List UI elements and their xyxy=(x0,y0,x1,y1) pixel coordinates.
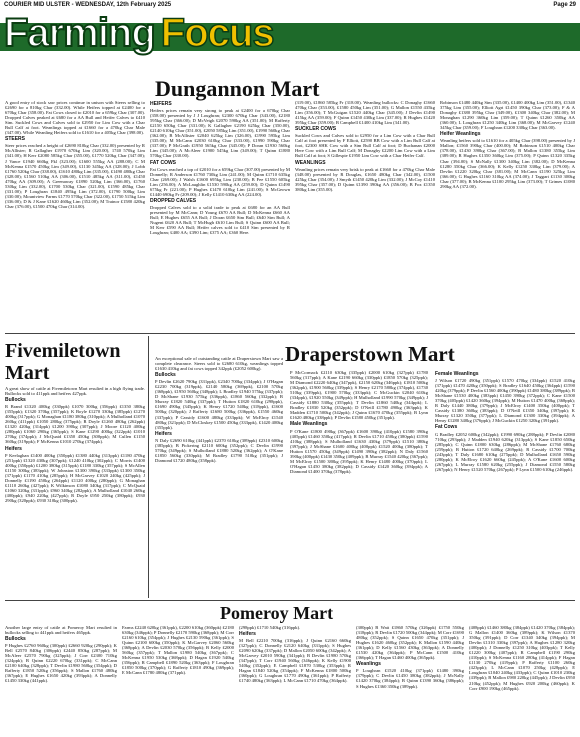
page-number: Page 29 xyxy=(553,2,576,8)
pomeroy-bullocks-body: P Hughes £2760 960kg (300ppk) £2660 920kg (290ppk); K Bell £2570 840kg (306ppk) £2440 850kg (287ppk); M McAleer £2570 790kg (325ppk); J Corr £2300 710kg (324ppk); B Quinn £2220 670kg (331ppk); C McCann £2100 640kg (328ppk); T Devlin £1980 560kg (354ppk); D Rafferty £1850 520kg (356ppk); S Mallon £1760 480kg (367ppk); E Hughes £1650 420kg (393ppk); A Donnelly £1450 330kg (441ppk). xyxy=(5,643,117,684)
dungannon-intro: A good entry of stock saw prices continue in unison with Steers selling to £2690 for a 810kg Char (332.00). While Heifers topped at £2400 for a 670kg Char (358.00). Fat Cows closed to £2010 for a 659kg Char (307.00). Dropped Calves peaked at £680 for a AA Bull and Heifer Calves to £410 Sim. Suckled Cows and Calves sold to £2950 for Lim Cow with a Char Bull Calf at foot. Weanlings topped at £1660 for a 470kg Char Male (347.00). While Weanling Heifers sold to £1610 for a 405kg Char (398.00). xyxy=(5,100,145,136)
draperstown-male-weanlings-heading: Male Weanlings xyxy=(290,421,328,428)
dungannon-steers-body: Steer prices reached a height of £2690 810kg Char (332.00) presented by R McAllister; R Gallagher £1970 670kg Lim (320.00), 1740 570kg Lim (341.00); H Kerr £2080 585kg Char (355.00), £1770 520kg Char (347.00); J Vance £1940 660kg Fkl (323.00); £1600 555kg AA (288.00); C M McKenna £1570 450kg Lim (349.00), £1130 345kg AA (328.00); J Lobb £1760 520kg Char (338.00), £1610 480kg Lim (335.00), £1490 480kg Char (328.00); £1560 510kg AA (306.00), £1510 485kg AA (311.00), £1450 470kg AA (309.00); A Greenaway £1890 520kg Lim (366.00), £1760 530kg Lim (332.00), £1700 530kg Char (321.00), £1590 485kg Char (331.00); P Loughran £1840 495kg Lim (372.00), £1790 500kg Lim (330.00); Mountview Farms £1770 570kg Char (322.00), £1750 515kg Lim (336.00); D & J Kane £1620 460kg Lim (352.00); M Trainor £1580 420kg Char (376.00), £1500 470kg Char (314.00). xyxy=(5,143,145,209)
fivemiletown-bullocks-heading: Bullocks xyxy=(5,397,26,404)
dungannon-col4-text: Robinson £1480 440kg Sim (335.00), £1400 400kg Lim (351.00), £1340 375kg Lim (355.00); Elliott Agri £1450 390kg Char (373.00); F & A Donaghy £1380 395kg Char (349.00), £1300 340kg Char (382.00); M Monaghan £1290 360kg Lim (359.00); T Quinn £1260 350kg AA (360.00); L Loughran £1250 340kg Lim (368.00); M McGarvey £1240 345kg Char (359.00); F Loughran £1200 330kg Char (363.00). xyxy=(440,100,575,131)
pomeroy-col-4 xyxy=(356,625,464,735)
masthead-word-2: Focus xyxy=(160,11,274,55)
dungannon-heifers-heading: HEIFERS xyxy=(150,101,172,107)
paper-title-date: COURIER MID ULSTER - WEDNESDAY, 12th February 2025 xyxy=(4,2,172,8)
pomeroy-weanlings-heading: Weanlings xyxy=(356,661,381,668)
dungannon-col-2 xyxy=(150,100,290,330)
masthead-word-1: Farming xyxy=(4,11,155,55)
draperstown-col-1 xyxy=(155,356,283,598)
draperstown-col2-text: P McCormack £2110 630kg (335ppk) £2000 610kg (327ppk) £1780 560kg (317ppk); A Kane £2190 660kg (330ppk) £1850 570kg (325ppk); M Diamond £2220 640kg (347ppk), £2150 620kg (346ppk); £1810 500kg (362ppk), £1900 560kg (339ppk); S Henry £2170 580kg (374ppk), £1730 510kg (339ppk), £1900 570kg (333ppk); C McGuckin £2040 610kg (334ppk), £1920 550kg (349ppk); H Mulholland £1990 570kg (349ppk); J Cassidy £1880 530kg (355ppk); T Devlin £1860 540kg (344ppk); L Bradley £1830 520kg (352ppk); D O'Neill £1780 490kg (363ppk); K Madden £1710 500kg (342ppk); J Quinn £1670 470kg (355ppk); B Lynn £1620 480kg (338ppk); P Devlin £1580 450kg (351ppk). xyxy=(290,370,428,421)
dungannon-heifer-weanlings-body: Weanling heifers sold to £1610 for a 405kg Char (398.00) presented by J Mallon; £1560 390kg Char (400.00); M Robinson £1510 400kg Char (378.00), £1430 390kg Char (367.00); B Mallon £1380 355kg Lim (389.00); R Hughes £1350 360kg Lim (375.00); P Quinn £1320 335kg Char (394.00); S McNally £1300 340kg Lim (382.00); D McKenna £1280 350kg Char (366.00); K Kelly £1250 330kg Lim (379.00); A Devlin £1220 320kg Char (381.00); M McCann £1190 325kg Lim (366.00); G Hughes £1160 310kg AA (374.00); J Taggart £1130 300kg Char (377.00); B McKenna £1100 295kg Lim (373.00); T Grimes £1080 290kg AA (372.00). xyxy=(440,138,575,189)
headline-pomeroy: Pomeroy Mart xyxy=(220,603,334,623)
dungannon-col-1 xyxy=(5,100,145,330)
draperstown-male-weanlings-body: P O'Kane £1800 490kg (367ppk) £1600 390kg (410ppk) £1580 390kg (405ppk) £1460 350kg (417ppk); R Devlin £1710 450kg (380ppk) £1590 410kg (388ppk); S Mulholland £1630 430kg (379ppk) £1510 380kg (397ppk); J McShane £1600 400kg (400ppk) £1520 400kg (380ppk); T Hutton £1570 450kg (349ppk) £1490 390kg (382ppk); N Daly £1560 390kg (400ppk) £1430 350kg (409ppk); B Murray £1540 420kg (367ppk); M McElroy £1500 380kg (395ppk); K Henry £1480 400kg (370ppk); L O'Hagan £1450 380kg (382ppk); D Cassidy £1420 360kg (394ppk); A Diamond £1400 370kg (378ppk). xyxy=(290,428,428,474)
headline-dungannon: Dungannon Mart xyxy=(155,76,320,101)
section-rule-2 xyxy=(5,600,575,601)
column-rule xyxy=(148,336,149,598)
dungannon-fatcows-heading: FAT COWS xyxy=(150,159,177,166)
fivemiletown-bullocks-body: R Brand £1320 400kg (330ppk) £1070 300kg (356ppk) £1350 380kg (355ppk); £1320 370kg (357ppk); K Boyle £1270 330kg (385ppk) £1270 400kg (317ppk); G Monaghan £1180 380kg (310ppk); A Mulholland £1070 260kg (411ppk) £1050 280kg (375ppk); R Doyle £1260 480kg (262ppk) £1320 420kg (314ppk) £1200 390kg (307ppk); J Moore £1120 400kg (280ppk) £1060 290kg (365ppk); S Kane £1290 400kg (322ppk) £1010 270kg (374ppk); J McQuaid £1350 450kg (300ppk); M Cullen £1150 360kg (319ppk); F McKenna £1010 270kg (374ppk). xyxy=(5,404,145,445)
fivemiletown-heifers-heading: Heifers xyxy=(5,445,22,452)
pomeroy-heifers-body: M Bell £2210 700kg (316ppk); J Quinn £2160 660kg (327ppk); C Donnelly £2120 640kg (331ppk); S Hughes £2090 620kg (337ppk); D Mallon £2050 600kg (342ppk); A McGarvey £2010 590kg (341ppk); B Devlin £1980 570kg (347ppk); T Corr £1940 560kg (346ppk); K Kelly £1900 540kg (352ppk); E Campbell £1870 530kg (353ppk); R Hagan £1840 520kg (354ppk); F McKenna £1800 500kg (360ppk); G Loughran £1770 490kg (361ppk); P Rafferty £1740 480kg (363ppk); L McCann £1710 470kg (364ppk). xyxy=(239,638,351,684)
pomeroy-bullocks-heading: Bullocks xyxy=(5,636,26,643)
dungannon-calves-heading: DROPPED CALVES xyxy=(150,197,197,204)
dungannon-steers-heading: STEERS xyxy=(5,136,26,143)
dungannon-col-3 xyxy=(295,100,435,330)
dungannon-heifers-body: Heifers prices remain very strong to peak at £2400 for a 670kg Char (358.00) presented by J J Loughran; £2300 670kg Char (343.00), £2180 595kg Char (366.00); D McVeigh £2070 590kg AA (351.00); M Rafferty £2150 650kg Char (331.00); K Gallagher £2190 625kg Char (350.00), £2140 610kg Char (351.00), £2050 585kg Lim (351.00), £1990 560kg Char (362.00); B McAllister £2040 625kg Lim (326.00), £1990 595kg Lim (335.00); M McCann £2030 610kg Char (333.00), £1990 590kg Char (337.00); P McGrath £1950 565kg Char (345.00); P Doran £1930 560kg Lim (345.00); A McAleer £1900 545kg Lim (349.00); T Quinn £1880 570kg Char (330.00). xyxy=(150,108,290,159)
draperstown-heifers-body: N Daly £2690 610kg (441ppk) £2370 610kg (389ppk) £2310 600kg (385ppk); B Pickering £2110 600kg (352ppk); C Devlin £1990 570kg (349ppk); S Mulholland £1880 520kg (362ppk); A O'Kane £1850 560kg (330ppk); M Bradley £1790 510kg (351ppk); J Diamond £1720 480kg (358ppk). xyxy=(155,437,283,463)
section-rule xyxy=(5,333,575,334)
fivemiletown-intro: A great show of cattle at Fivemiletown Mart resulted in a high flying trade. Bullocks sold to 411ppk and heifers 427ppk. xyxy=(5,386,145,397)
dungannon-col-4 xyxy=(440,100,575,330)
dungannon-weanlings-body: Weanling prices remain very brisk to peak at £1660 for a 470kg Char Male (348.00) presented by R Douglas, £1650 480kg Char (342.00), £1500 425kg Char (354.00); J Smyth £1450 420kg Lim (332.00); J McCoy £1410 395kg Char (357.00); D Quinn £1390 390kg AA (356.00); B Fox £1350 380kg Lim (355.00). xyxy=(295,166,435,192)
draperstown-fatcows-heading: Fat Cows xyxy=(435,424,458,431)
dungannon-fatcows-body: Fat Cows reached a top of £2010 for a 659kg Char (307.00) presented by M Donnelly; R Anderson £1760 730kg Lim (241.00); M Quinn £1710 635kg Char (269.00); J Walsh £1600 695kg Lim (230.00); B Fee £1550 605kg Lim (256.00); A McLaughlin £1530 590kg AA (259.00); D Quinn £1490 675kg Fr (221.00); P Hughes £1470 610kg Lim (241.00); S McGeown £1440 690kg Fr (209.00); J Kelly £1410 630kg AA (224.00). xyxy=(150,166,290,197)
draperstown-intro: An exceptional sale of outstanding cattle at Draperstown Mart saw a complete clearance. Steers sold to £2680 610kg, weanlings topped £1630 410kg and fat cows topped 342ppk (£2052 600kg). xyxy=(155,356,283,372)
pomeroy-weanlings-body: P Loughran £1520 410kg (371ppk) £1480 390kg (379ppk); C Devlin £1450 380kg (382ppk); J McNally £1420 370kg (384ppk); B Quinn £1390 360kg (386ppk); S Hughes £1360 350kg (389ppk). xyxy=(356,668,464,689)
fivemiletown-heifers-body: P Keelaghan £1400 400kg (350ppk) £1380 440kg (313ppk) £1180 470kg (251ppk) £1320 430kg (307ppk); £1240 410kg (302ppk); C Morris £1400 400kg (350ppk) £1200 380kg (315ppk) £1180 330kg (357ppk); S McAllen £1150 300kg (383ppk); W Johnston £1300 390kg (333ppk) £1300 350kg (371ppk) £1170 410kg (285ppk); H McGarvey £1020 240kg (425ppk); J Donnelly £1190 450kg (264ppk) £1120 400kg (280ppk); G Monaghan £1110 260kg (427ppk); K Wilkinson £1080 340kg (317ppk); C McQuaid £1060 320kg (331ppk); £960 340kg (282ppk); A Mulholland £1040 260kg (400ppk); £940 220kg (427ppk); R Doyle £950 250kg (380ppk); £930 290kg (320ppk); £930 310kg (300ppk). xyxy=(5,452,145,503)
pomeroy-col2-text: Farms £2240 620kg (361ppk), £2200 610kg (360ppk) £2180 630kg (346ppk); P Donnelly £2170 590kg (368ppk); M Corr £2160 610kg (354ppk); J Hughes £2130 590kg (361ppk); S Quinn £2100 600kg (350ppk); K McGarvey £2060 560kg (368ppk); A Devlin £2030 570kg (356ppk); B Kelly £2000 560kg (357ppk); T Mallon £1980 540kg (367ppk); C McKenna £1950 530kg (368ppk); D Hagan £1920 540kg (356ppk); R Campbell £1890 520kg (363ppk); F Loughran £1850 500kg (370ppk); G Rafferty £1810 490kg (369ppk); E McCann £1780 480kg (371ppk). xyxy=(122,625,234,676)
dungannon-sucklers-heading: SUCKLER COWS xyxy=(295,126,337,133)
fivemiletown-col xyxy=(5,386,145,598)
pomeroy-col-3 xyxy=(239,625,351,735)
draperstown-heifers-heading: Heifers xyxy=(155,430,172,437)
pomeroy-col5-text: (408ppk) £1460 380kg (384ppk) £1420 370kg (384ppk); G Mallon £1400 360kg (389ppk); K Wilson £1370 350kg (391ppk); D Corr £1340 340kg (394ppk); M Devlin £1310 330kg (397ppk); A Hughes £1280 320kg (400ppk); J Donnelly £1250 310kg (403ppk); T Kelly £1220 300kg (407ppk); R Campbell £1190 290kg (410ppk); S McKenna £1160 280kg (414ppk); F Hagan £1130 270kg (419ppk); P Rafferty £1100 260kg (423ppk); L McCann £1070 250kg (428ppk); E Loughran £1040 240kg (433ppk); C Quinn £1010 230kg (439ppk); B Mallon £980 220kg (445ppk); J Devlin £950 210kg (452ppk); M Hughes £920 200kg (460ppk); K Corr £900 190kg (465ppk). xyxy=(469,625,575,691)
pomeroy-intro: Another large entry of cattle at Pomeroy Mart resulted in bullocks selling to 441ppk and heifers 465ppk. xyxy=(5,625,117,636)
pomeroy-col4-text: (300ppk) B Watt £1860 570kg (326ppk) £1750 550kg (318ppk); R Devlin £1720 500kg (344ppk); M Corr £1690 480kg (352ppk); S Quinn £1650 470kg (351ppk); J Hughes £1620 460kg (352ppk); K Mallon £1590 440kg (361ppk); D Kelly £1560 430kg (363ppk); A Donnelly £1530 420kg (364ppk); P McCann £1500 410kg (366ppk); T Hagan £1460 400kg (365ppk). xyxy=(356,625,464,661)
pomeroy-col3-text: (298ppk) £1710 540kg (316ppk). xyxy=(239,625,301,630)
draperstown-bullocks-heading: Bullocks xyxy=(155,372,176,379)
draperstown-fatcows-body: G Bradley £2052 600kg (342ppk); £1990 690kg (288ppk); P Devlin £2080 710kg (293ppk); J Madden £1940 620kg (313ppk); S Kane £1850 650kg (285ppk); C Quinn £1800 630kg (286ppk); M McShane £1760 680kg (259ppk); B Hutton £1720 640kg (269ppk); R Cassidy £1700 700kg (243ppk); T Daly £1680 610kg (275ppk); D Mulholland £1650 590kg (280ppk); K McElroy £1620 660kg (245ppk); A O'Kane £1600 600kg (267ppk); L Murray £1580 620kg (255ppk); J Diamond £1550 580kg (267ppk); N Henry £1520 570kg (267ppk); P Lynn £1500 610kg (246ppk). xyxy=(435,431,575,472)
headline-fivemiletown: Fivemiletown Mart xyxy=(5,340,121,384)
dungannon-col3-text: (319.00), £1860 585kg Fr (318.00). Weanling bullocks: C Donaghy £1660 470kg Char (353.00), £1580 450kg Lim (351.00); G Mallon £1550 435kg Lim (356.00); T McGuigan £1520 440kg Char (345.00); J Devlin £1490 415kg AA (359.00); F Quinn £1450 430kg Lim (337.00); R Hughes £1420 395kg Char (359.00); B Campbell £1400 410kg Lim (341.00). xyxy=(295,100,435,126)
draperstown-female-weanlings-heading: Female Weanlings xyxy=(435,371,479,377)
draperstown-female-weanlings-body: J Wilson £1720 490kg (351ppk) £1570 470kg (334ppk) £1520 410kg (371ppk) £1470 420kg (350ppk); S Bradley £1640 450kg (364ppk) £1590 420kg (379ppk); P Devlin £1560 400kg (390ppk) £1480 380kg (389ppk); B McShane £1530 400kg (383ppk) £1450 390kg (372ppk); C Kane £1500 370kg (405ppk) £1420 360kg (394ppk); M Hutton £1470 400kg (368ppk); R Daly £1440 380kg (379ppk); J McElroy £1400 350kg (400ppk); T Cassidy £1380 360kg (383ppk); D O'Neill £1350 340kg (397ppk); K Murray £1320 350kg (377ppk); L Diamond £1300 330kg (394ppk); A Henry £1280 340kg (376ppk); J McGuckin £1250 320kg (391ppk). xyxy=(435,378,575,424)
dungannon-sucklers-body: Suckled Cows and Calves sold to £2950 for a Lim Cow with a Char Bull Calf at foot presented by F Elliott, £2590 BB Cow with a Lim Bull Calf at foot, £2300 SHK Cow with a Sim Bull Calf at foot; D Buchanan £2000 Here Cow with a Lim Bull Calf; M Donaghy £2200 Lim Cow with a Lim Bull Calf at foot; S Gillespie £1950 Lim Cow with a Char Heifer Calf. xyxy=(295,133,435,159)
pomeroy-heifers-heading: Heifers xyxy=(239,631,256,638)
masthead xyxy=(0,10,580,58)
page-header xyxy=(4,2,576,10)
pomeroy-col-5 xyxy=(469,625,575,735)
pomeroy-col-2 xyxy=(122,625,234,735)
pomeroy-col-1 xyxy=(5,625,117,735)
dungannon-weanlings-heading: WEANLINGS xyxy=(295,159,326,166)
draperstown-col-3 xyxy=(435,370,575,598)
dungannon-calves-body: Dropped Calves sold to a solid trade to peak at £680 for an AA Bull presented by M McCann; D Young £670 AA Bull; D McKenna £660 AA Bull; E Hughes £655 AA Bull; J Doran £650 Sim Bull; £640 Sim Bull; A Nugent £620 AA Bull; T McHugh £610 Lim Bull; S Quinn £600 AA Bull; M Kerr £590 AA Bull; Heifer calves sold to £410 Sim presented by R Loughran; £400 AA; £390 Lim; £375 AA; £360 Here. xyxy=(150,204,290,236)
draperstown-col-2 xyxy=(290,370,428,598)
masthead-title xyxy=(4,10,274,56)
headline-draperstown: Draperstown Mart xyxy=(285,342,455,366)
dungannon-heifer-weanlings-heading: Heifer Weanlings xyxy=(440,131,481,138)
draperstown-bullocks-body: P Devlin £2620 790kg (331ppk), £2340 700kg (334ppk); J O'Hagan £2230 700kg (319ppk), £2140 580kg (369ppk), £2100 570kg (368ppk), £1950 560kg (348ppk); L Bradley £1940 575kg (337ppk); D McShane £1930 575kg (336ppk), £1860 560kg (332ppk); B Murray £1820 540kg (337ppk); T Hutton £1820 610kg (298ppk), £1690 490kg (345ppk); K Henry £1720 540kg (318ppk), £1600 500kg (320ppk); J Rafferty £1680 500kg (336ppk), £1550 460kg (337ppk); P Cassidy £1600 480kg (333ppk); W McElroy £1540 480kg (321ppk); D McCloskey £1500 450kg (333ppk), £1420 400kg (355ppk). xyxy=(155,379,283,430)
